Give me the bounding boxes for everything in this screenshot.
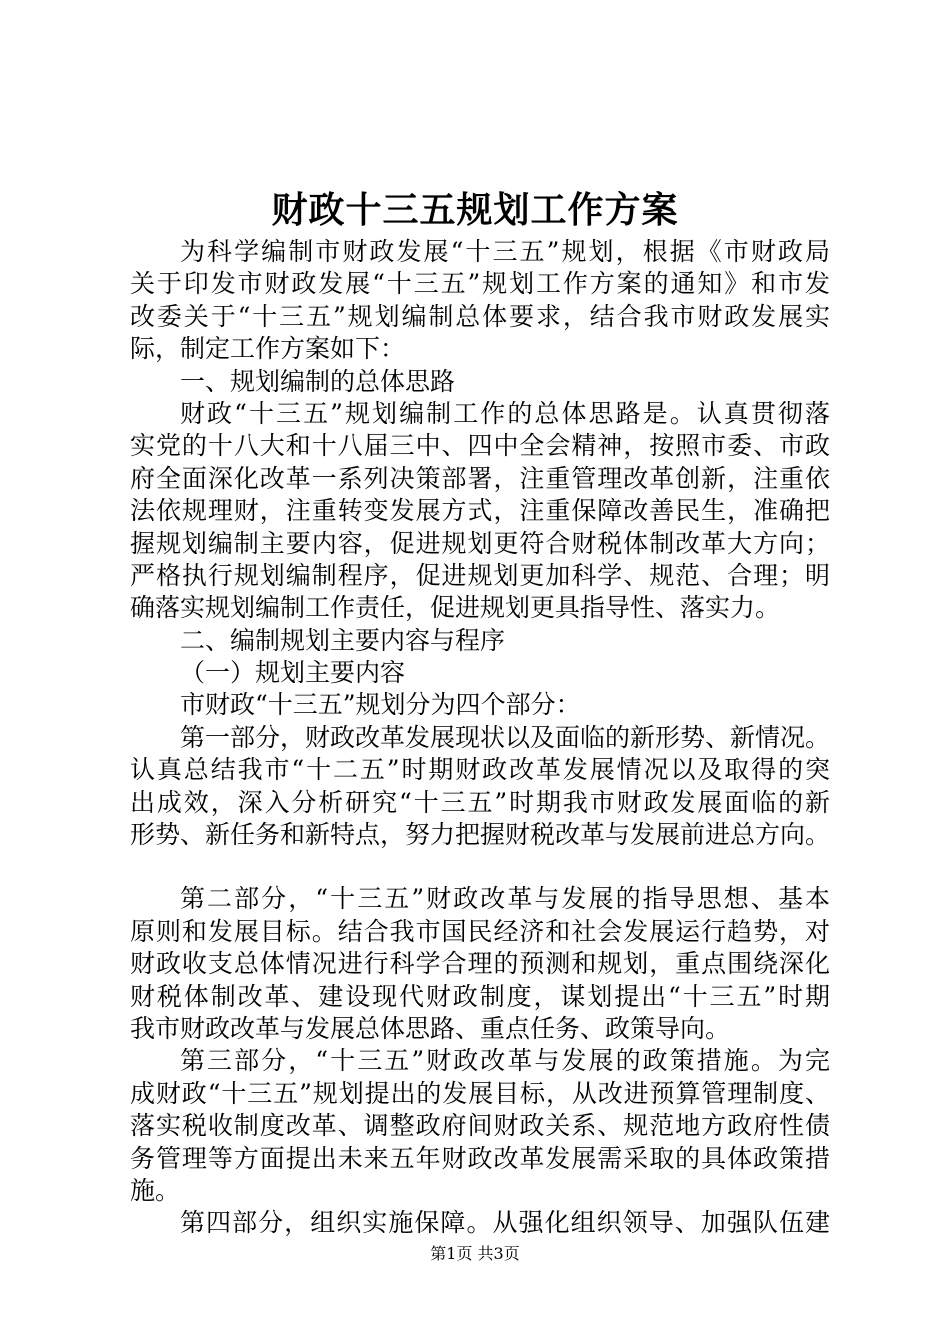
text-line: 为科学编制市财政发展“十三五”规划，根据《市财政局 [180, 237, 830, 266]
text-line: 法依规理财，注重转变发展方式，注重保障改善民生，准确把 [130, 496, 830, 526]
text-line: 形势、新任务和新特点，努力把握财税改革与发展前进总方向。 [130, 820, 831, 850]
text-line: 务管理等方面提出未来五年财政改革发展需采取的具体政策措 [130, 1143, 830, 1173]
text-line: 握规划编制主要内容，促进规划更符合财税体制改革大方向； [130, 528, 830, 558]
text-line: 施。 [130, 1175, 181, 1205]
text-line: 认真总结我市“十二五”时期财政改革发展情况以及取得的突 [130, 755, 830, 785]
blank-line [130, 851, 830, 883]
text-line: 原则和发展目标。结合我市国民经济和社会发展运行趋势，对 [130, 916, 830, 946]
text-line: 实党的十八大和十八届三中、四中全会精神，按照市委、市政 [130, 431, 830, 461]
text-line: 出成效，深入分析研究“十三五”时期我市财政发展面临的新 [130, 787, 830, 817]
text-line: 一、规划编制的总体思路 [180, 366, 456, 396]
text-line: 关于印发市财政发展“十三五”规划工作方案的通知》和市发 [130, 269, 830, 299]
text-line: 市财政“十三五”规划分为四个部分： [180, 690, 581, 720]
text-line: 财税体制改革、建设现代财政制度，谋划提出“十三五”时期 [130, 981, 830, 1011]
text-line: 第一部分，财政改革发展现状以及面临的新形势、新情况。 [180, 722, 831, 752]
document-title: 财政十三五规划工作方案 [271, 189, 679, 231]
text-line: 第二部分，“十三五”财政改革与发展的指导思想、基本 [180, 884, 830, 914]
text-line: 改委关于“十三五”规划编制总体要求，结合我市财政发展实 [130, 301, 830, 331]
text-line: 二、编制规划主要内容与程序 [180, 625, 506, 655]
document-body [130, 236, 830, 1240]
text-line: 际，制定工作方案如下： [130, 334, 406, 364]
text-line: 成财政“十三五”规划提出的发展目标，从改进预算管理制度、 [130, 1078, 830, 1108]
text-line: 落实税收制度改革、调整政府间财政关系、规范地方政府性债 [130, 1111, 830, 1141]
text-line: 财政收支总体情况进行科学合理的预测和规划，重点围绕深化 [130, 949, 830, 979]
text-line: 我市财政改革与发展总体思路、重点任务、政策导向。 [130, 1013, 731, 1043]
text-line: 财政“十三五”规划编制工作的总体思路是。认真贯彻落 [180, 398, 830, 428]
page-footer: 第1页 共3页 [430, 1244, 520, 1263]
text-line: （一）规划主要内容 [180, 658, 406, 688]
text-line: 第四部分，组织实施保障。从强化组织领导、加强队伍建 [180, 1208, 830, 1238]
text-line: 确落实规划编制工作责任，促进规划更具指导性、落实力。 [130, 593, 781, 623]
text-line: 严格执行规划编制程序，促进规划更加科学、规范、合理；明 [130, 560, 830, 590]
text-line: 第三部分，“十三五”财政改革与发展的政策措施。为完 [180, 1046, 830, 1076]
text-line: 府全面深化改革一系列决策部署，注重管理改革创新，注重依 [130, 463, 830, 493]
